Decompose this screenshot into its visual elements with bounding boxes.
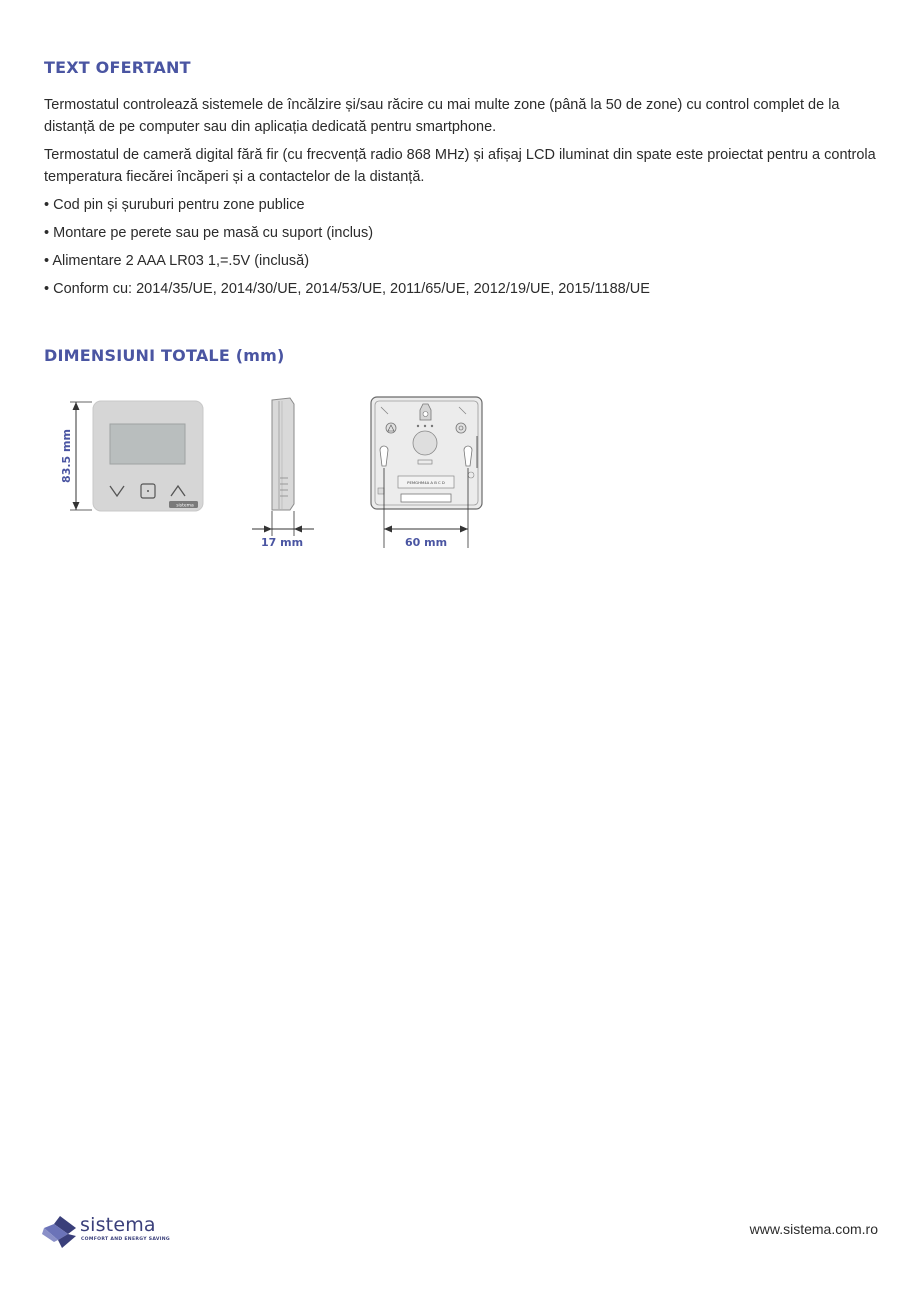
- sistema-logo-icon: [42, 1214, 82, 1250]
- paragraph: Termostatul controlează sistemele de încălzire și/sau răcire cu mai multe zone (până la 50 de zone) cu control complet de la distanță de pe computer sau din aplicația dedicată pentru smartphone.: [44, 97, 840, 135]
- list-item: • Conform cu: 2014/35/UE, 2014/30/UE, 2014/53/UE, 2011/65/UE, 2012/19/UE, 2015/1188/UE: [44, 279, 880, 301]
- thermostat-side: [272, 398, 294, 510]
- dimensions-figure: [0, 0, 520, 570]
- list-item: • Montare pe perete sau pe masă cu suport (inclus): [44, 223, 880, 245]
- list-item: • Alimentare 2 AAA LR03 1,=.5V (inclusă): [44, 251, 880, 273]
- section-title-offer: TEXT OFERTANT: [44, 58, 191, 77]
- depth-dimension-label: 17 mm: [260, 536, 304, 549]
- side-view: [252, 398, 314, 549]
- footer-brand-tagline: COMFORT AND ENERGY SAVING: [81, 1237, 170, 1242]
- width-dimension-label: 60 mm: [404, 536, 448, 549]
- device-brand-text: sistema: [176, 503, 194, 509]
- paragraph: Termostatul de cameră digital fără fir (cu frecvență radio 868 MHz) și afișaj LCD iluminat din spate este proiectat pentru a controla temperatura fiecărei încăperi și a contactelor de la distanță.: [44, 147, 876, 185]
- front-view: [60, 401, 203, 511]
- section-title-dimensions: DIMENSIUNI TOTALE (mm): [44, 346, 285, 365]
- lcd-screen: [110, 424, 185, 464]
- height-dimension-label: 83.5 mm: [60, 429, 73, 483]
- footer-url[interactable]: www.sistema.com.ro: [749, 1221, 878, 1237]
- back-view: [371, 397, 482, 549]
- back-label-text: PEMGHM4A A B C D: [407, 480, 445, 485]
- list-item: • Cod pin și șuruburi pentru zone publice: [44, 195, 880, 217]
- footer-brand-name: sistema: [80, 1214, 156, 1236]
